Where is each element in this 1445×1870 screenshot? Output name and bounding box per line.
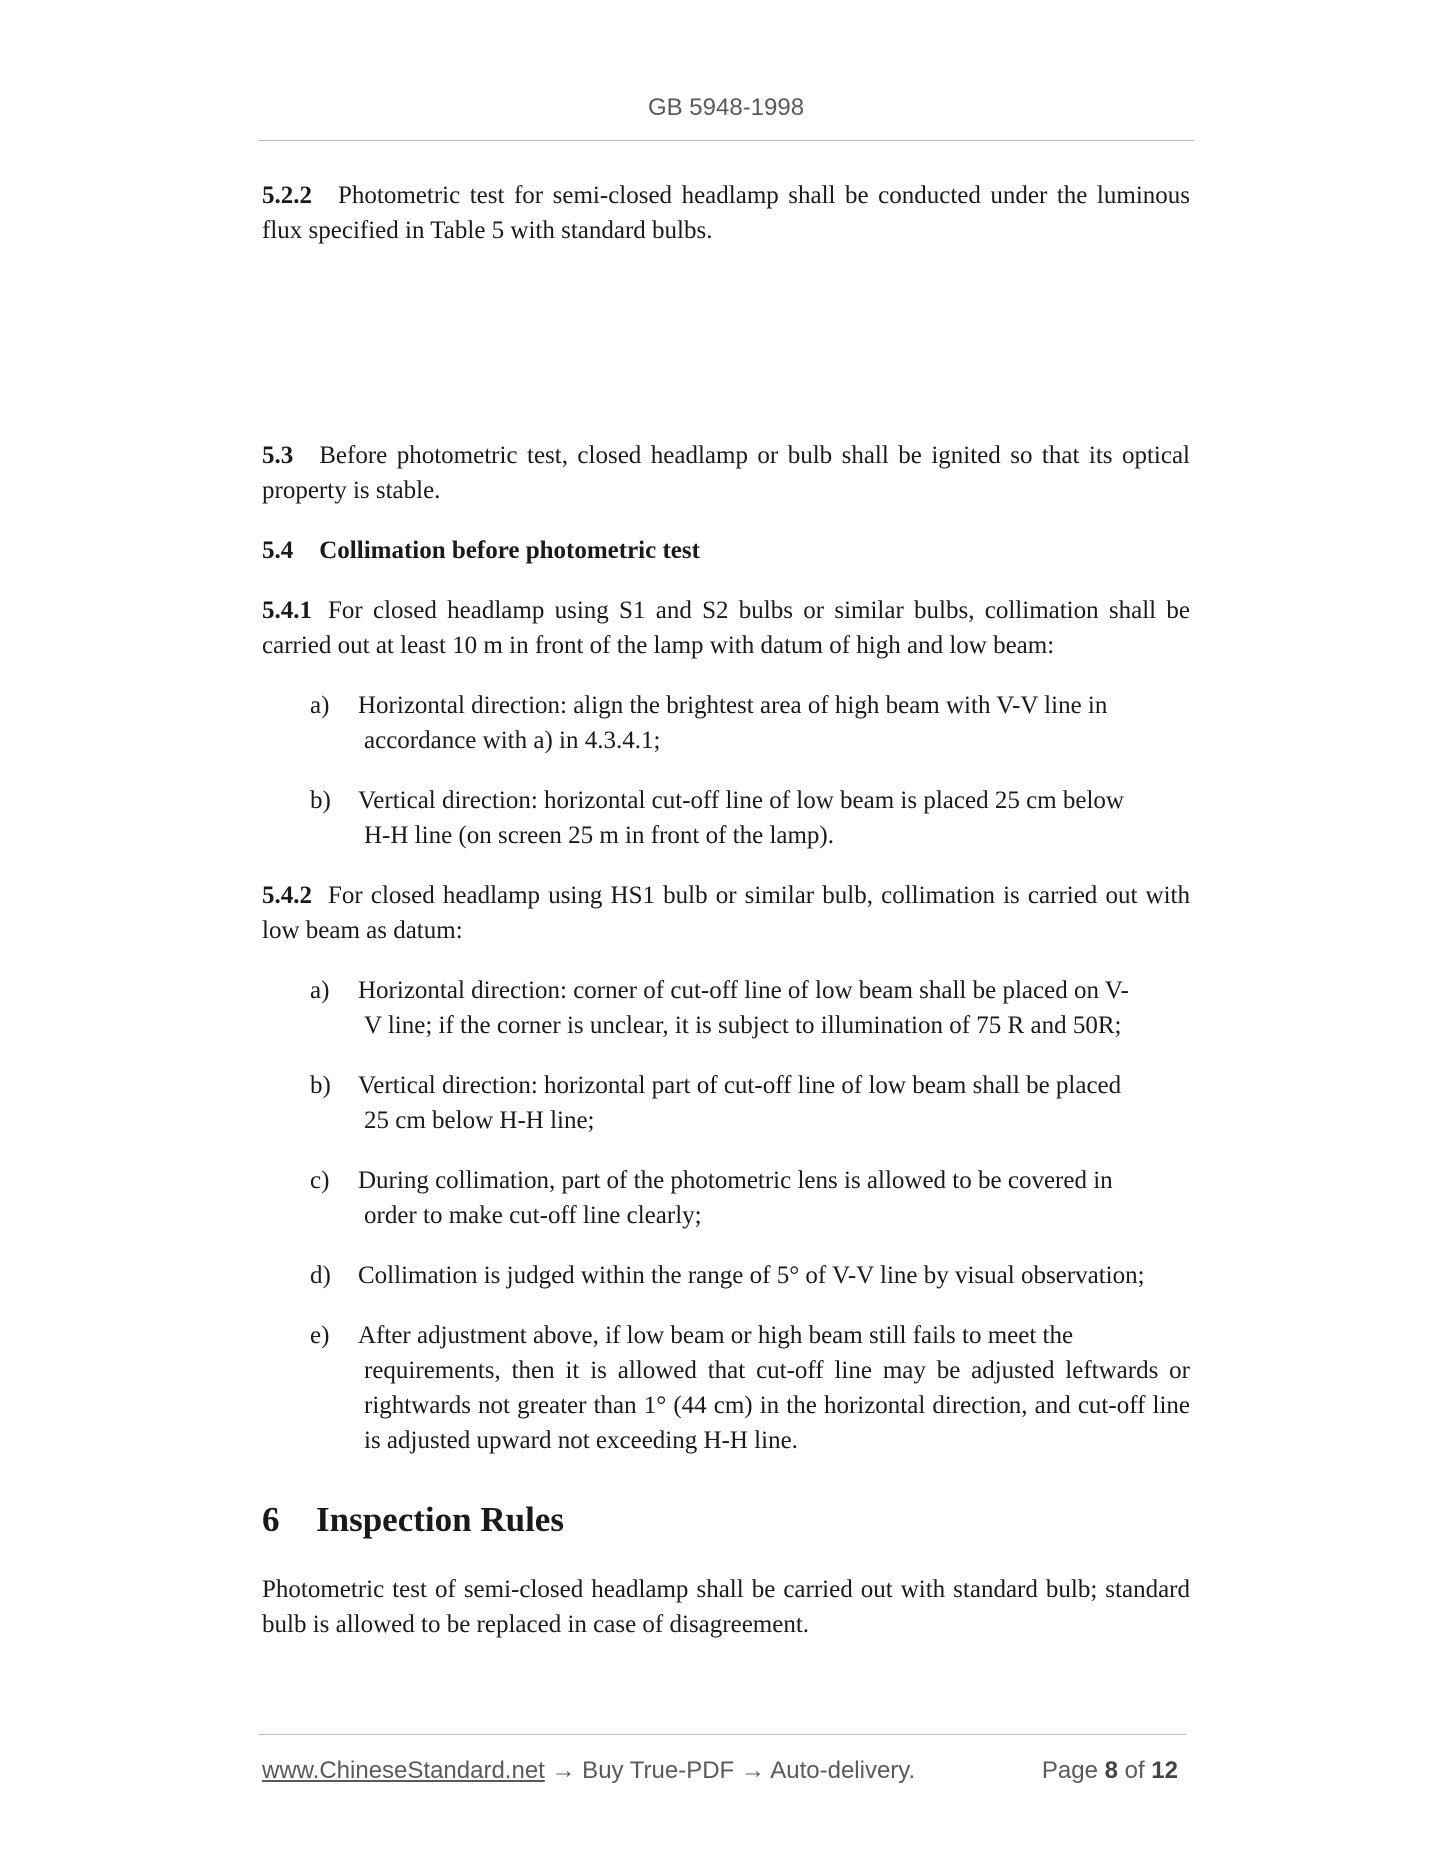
clause-text: Photometric test for semi-closed headlamp shall be conducted under the luminous flux specified in Table 5 with standard bulbs. [262,182,1190,244]
page-total: 12 [1151,1757,1178,1784]
list-item-label: b) [310,787,331,814]
clause-5-4-heading [262,533,1190,568]
list-item-label: c) [310,1167,330,1194]
clause-number: 5.3 [262,442,294,469]
clause-5-4-2 [262,878,1190,948]
list-item-text: During collimation, part of the photometric lens is allowed to be covered in [358,1167,1113,1194]
page-indicator [1042,1757,1178,1785]
clause-5-2-2 [262,178,1190,248]
list-item [310,1258,1190,1293]
list-item [310,1163,1190,1233]
clause-text: For closed headlamp using HS1 bulb or similar bulb, collimation is carried out with low beam as datum: [262,882,1190,944]
page-of: of [1117,1757,1152,1784]
list-item [310,1318,1190,1458]
document-id: GB 5948-1998 [647,94,805,121]
website-link[interactable]: www.ChineseStandard.net [262,1757,545,1784]
section-number: 6 [262,1500,280,1539]
document-body [262,178,1190,1642]
list-item-label: a) [310,692,330,719]
list-item-label: e) [310,1322,330,1349]
list-item-label: a) [310,977,330,1004]
clause-text: For closed headlamp using S1 and S2 bulbs or similar bulbs, collimation shall be carried out at least 10 m in front of the lamp with datum of high and low beam: [262,597,1190,659]
list-item-text: Vertical direction: horizontal part of cut-off line of low beam shall be placed [358,1072,1122,1099]
clause-title: Collimation before photometric test [319,537,700,564]
footer-tagline: → Buy True-PDF → Auto-delivery. [544,1757,916,1784]
list-item-text: Horizontal direction: corner of cut-off line of low beam shall be placed on V- [358,977,1129,1004]
clause-number: 5.4 [262,537,294,564]
clause-5-4-1 [262,593,1190,663]
page-number: 8 [1104,1757,1118,1784]
list-item-text-cont: 25 cm below H-H line; [364,1107,595,1134]
list-item-text-cont: accordance with a) in 4.3.4.1; [364,727,661,754]
list-item-text-cont: order to make cut-off line clearly; [364,1202,702,1229]
list-5-4-1 [310,688,1190,853]
list-item-label: d) [310,1262,331,1289]
footer-divider [258,1734,1186,1735]
clause-number: 5.4.1 [262,597,312,624]
list-item [310,688,1190,758]
document-header [258,94,1194,122]
list-item-label: b) [310,1072,331,1099]
list-item-text: Horizontal direction: align the brightest area of high beam with V-V line in [358,692,1108,719]
list-item-text-cont: H-H line (on screen 25 m in front of the lamp). [364,822,835,849]
list-item-text-cont: V line; if the corner is unclear, it is subject to illumination of 75 R and 50R; [364,1012,1122,1039]
list-item-text: Vertical direction: horizontal cut-off line of low beam is placed 25 cm below [358,787,1124,814]
header-divider [258,140,1194,141]
section-6-heading [262,1498,1190,1542]
section-6-text: Photometric test of semi-closed headlamp shall be carried out with standard bulb; standard bulb is allowed to be replaced in case of disagreement. [262,1576,1190,1638]
page-footer [262,1757,1182,1785]
list-item-text: After adjustment above, if low beam or high beam still fails to meet the [358,1322,1074,1349]
list-item-text: Collimation is judged within the range of 5° of V-V line by visual observation; [358,1262,1145,1289]
list-5-4-2 [310,973,1190,1458]
list-item [310,783,1190,853]
page-prefix: Page [1041,1757,1105,1784]
list-item [310,973,1190,1043]
clause-number: 5.2.2 [262,182,312,209]
list-item [310,1068,1190,1138]
clause-text: Before photometric test, closed headlamp or bulb shall be ignited so that its optical property is stable. [262,442,1190,504]
clause-5-3 [262,438,1190,508]
section-title: Inspection Rules [316,1500,564,1539]
clause-number: 5.4.2 [262,882,312,909]
list-item-text-cont: requirements, then it is allowed that cut-off line may be adjusted leftwards or rightwards not greater than 1° (44 cm) in the horizontal direction, and cut-off line is adjusted upward not exceeding H-H line. [364,1357,1190,1454]
